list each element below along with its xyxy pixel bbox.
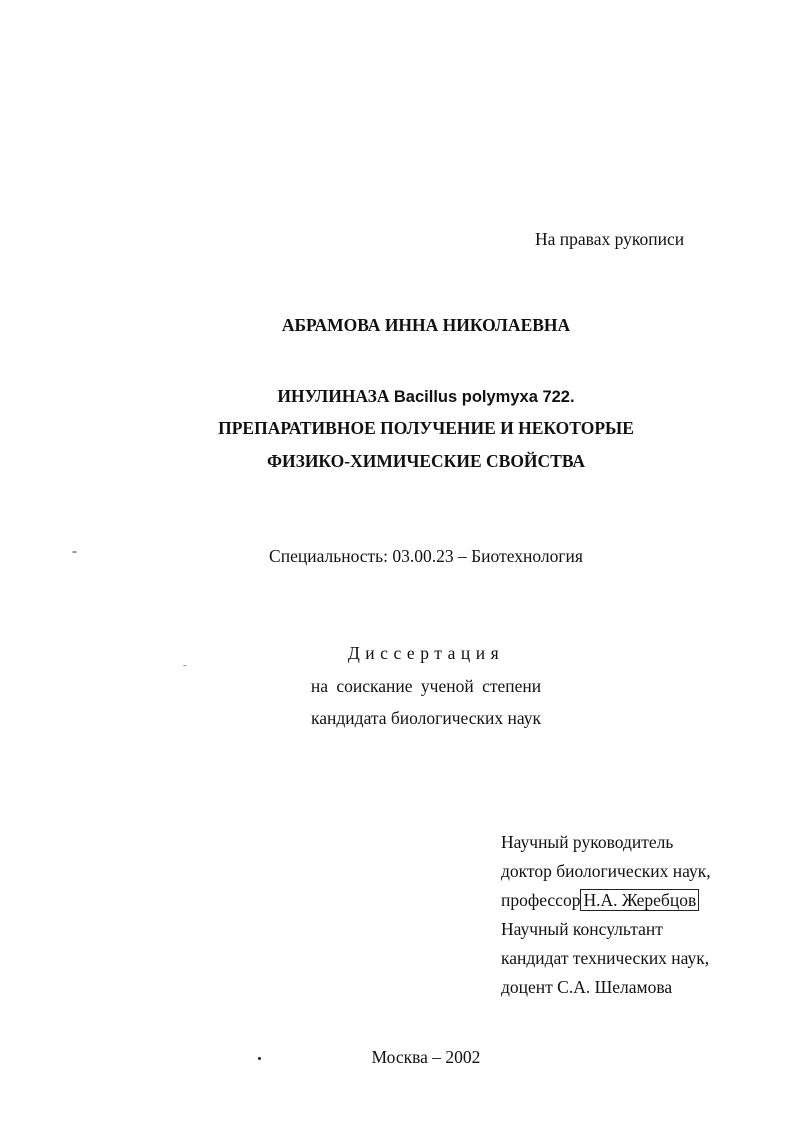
scan-speck (72, 551, 77, 553)
title-enzyme: ИНУЛИНАЗА (277, 386, 390, 406)
degree-line-2: на соискание ученой степени (310, 676, 542, 696)
supervisor-degree: доктор биологических наук, (501, 861, 711, 881)
supervisor-title: профессор (501, 890, 581, 910)
supervisor-name-line (501, 889, 699, 911)
supervisor-name: Н.А. Жеребцов (580, 889, 699, 911)
title-organism: Bacillus polymyxa 722. (393, 388, 575, 406)
degree-type: Диссертация (347, 643, 505, 663)
consultant-name: доцент С.А. Шеламова (501, 977, 673, 997)
place-year: Москва – 2002 (371, 1047, 481, 1067)
supervisor-heading: Научный руководитель (501, 832, 674, 852)
title-line-3: ФИЗИКО-ХИМИЧЕСКИЕ СВОЙСТВА (266, 451, 586, 471)
consultant-heading: Научный консультант (501, 919, 663, 939)
specialty: Специальность: 03.00.23 – Биотехнология (269, 546, 583, 566)
scan-speck (258, 1057, 261, 1060)
title-line-2: ПРЕПАРАТИВНОЕ ПОЛУЧЕНИЕ И НЕКОТОРЫЕ (218, 418, 634, 438)
scan-speck (183, 665, 187, 666)
title-line-1 (59, 385, 793, 408)
consultant-degree: кандидат технических наук, (501, 948, 710, 968)
degree-line-3: кандидата биологических наук (311, 708, 541, 728)
manuscript-rights-note: На правах рукописи (535, 229, 685, 249)
author-name: АБРАМОВА ИННА НИКОЛАЕВНА (281, 315, 571, 335)
